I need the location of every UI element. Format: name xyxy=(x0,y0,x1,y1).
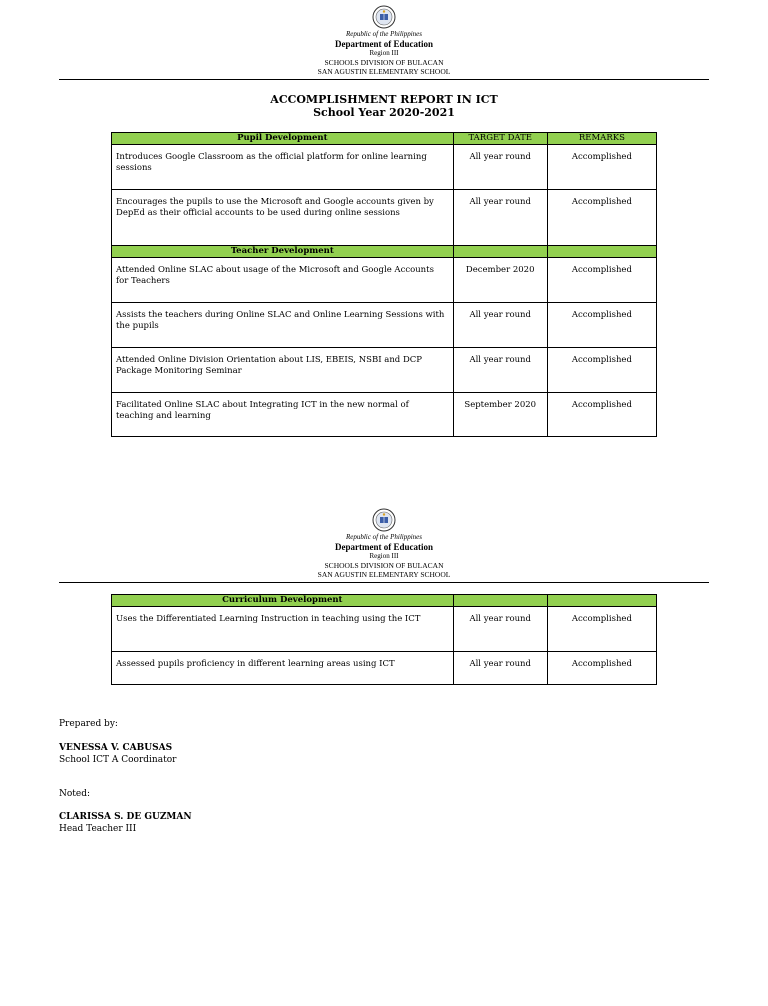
curriculum-table xyxy=(111,594,657,685)
date-cell: All year round xyxy=(453,190,547,246)
letterhead-divider xyxy=(59,582,709,583)
activity-cell: Assists the teachers during Online SLAC and Online Learning Sessions with the pupils xyxy=(112,303,454,348)
section-header-row xyxy=(112,595,657,607)
date-cell: All year round xyxy=(453,652,547,685)
activity-cell: Uses the Differentiated Learning Instruction in teaching using the ICT xyxy=(112,607,454,652)
date-cell: All year round xyxy=(453,145,547,190)
prepared-by-label: Prepared by: xyxy=(59,719,118,729)
region-text: Region III xyxy=(369,49,399,57)
activity-cell: Attended Online Division Orientation about LIS, EBEIS, NSBI and DCP Package Monitoring Seminar xyxy=(112,348,454,393)
republic-text: Republic of the Philippines xyxy=(345,30,422,38)
republic-text: Republic of the Philippines xyxy=(345,533,422,541)
department-text: Department of Education xyxy=(335,39,433,49)
remarks-cell: Accomplished xyxy=(547,258,656,303)
letterhead-top xyxy=(0,5,768,76)
remarks-header: REMARKS xyxy=(547,133,656,145)
table-row xyxy=(112,607,657,652)
table-row xyxy=(112,258,657,303)
prepared-by-name: VENESSA V. CABUSAS xyxy=(59,743,173,753)
division-text: SCHOOLS DIVISION OF BULACAN xyxy=(324,58,444,67)
table-header-row xyxy=(112,133,657,145)
empty-header-cell xyxy=(453,595,547,607)
activity-cell: Introduces Google Classroom as the official platform for online learning sessions xyxy=(112,145,454,190)
table-row xyxy=(112,190,657,246)
date-cell: All year round xyxy=(453,607,547,652)
department-text: Department of Education xyxy=(335,542,433,552)
date-cell: September 2020 xyxy=(453,393,547,437)
activity-cell: Encourages the pupils to use the Microsoft and Google accounts given by DepEd as their official accounts to be used during online sessions xyxy=(112,190,454,246)
remarks-cell: Accomplished xyxy=(547,190,656,246)
empty-header-cell xyxy=(547,246,656,258)
category-teacher-development: Teacher Development xyxy=(112,246,454,258)
division-text: SCHOOLS DIVISION OF BULACAN xyxy=(324,561,444,570)
activity-cell: Assessed pupils proficiency in different learning areas using ICT xyxy=(112,652,454,685)
remarks-cell: Accomplished xyxy=(547,652,656,685)
region-text: Region III xyxy=(369,552,399,560)
remarks-cell: Accomplished xyxy=(547,145,656,190)
table-row xyxy=(112,652,657,685)
table-row xyxy=(112,393,657,437)
table-row xyxy=(112,348,657,393)
empty-header-cell xyxy=(453,246,547,258)
accomplishment-table xyxy=(111,132,657,437)
date-cell: All year round xyxy=(453,348,547,393)
activity-cell: Facilitated Online SLAC about Integrating ICT in the new normal of teaching and learning xyxy=(112,393,454,437)
date-cell: All year round xyxy=(453,303,547,348)
letterhead-divider xyxy=(59,79,709,80)
prepared-by-title: School ICT A Coordinator xyxy=(59,755,177,765)
empty-header-cell xyxy=(547,595,656,607)
target-date-header: TARGET DATE xyxy=(453,133,547,145)
date-cell: December 2020 xyxy=(453,258,547,303)
noted-label: Noted: xyxy=(59,789,91,799)
deped-seal-icon xyxy=(372,508,396,532)
school-text: SAN AGUSTIN ELEMENTARY SCHOOL xyxy=(317,67,451,76)
noted-name: CLARISSA S. DE GUZMAN xyxy=(59,812,192,822)
activity-cell: Attended Online SLAC about usage of the Microsoft and Google Accounts for Teachers xyxy=(112,258,454,303)
category-pupil-development: Pupil Development xyxy=(112,133,454,145)
table-row xyxy=(112,145,657,190)
school-year: School Year 2020-2021 xyxy=(313,106,455,119)
report-title: ACCOMPLISHMENT REPORT IN ICT xyxy=(270,93,498,106)
remarks-cell: Accomplished xyxy=(547,607,656,652)
section-header-row xyxy=(112,246,657,258)
table-row xyxy=(112,303,657,348)
noted-title: Head Teacher III xyxy=(59,824,137,834)
remarks-cell: Accomplished xyxy=(547,348,656,393)
remarks-cell: Accomplished xyxy=(547,393,656,437)
remarks-cell: Accomplished xyxy=(547,303,656,348)
school-text: SAN AGUSTIN ELEMENTARY SCHOOL xyxy=(317,570,451,579)
letterhead-bottom xyxy=(0,508,768,579)
deped-seal-icon xyxy=(372,5,396,29)
category-curriculum-development: Curriculum Development xyxy=(112,595,454,607)
